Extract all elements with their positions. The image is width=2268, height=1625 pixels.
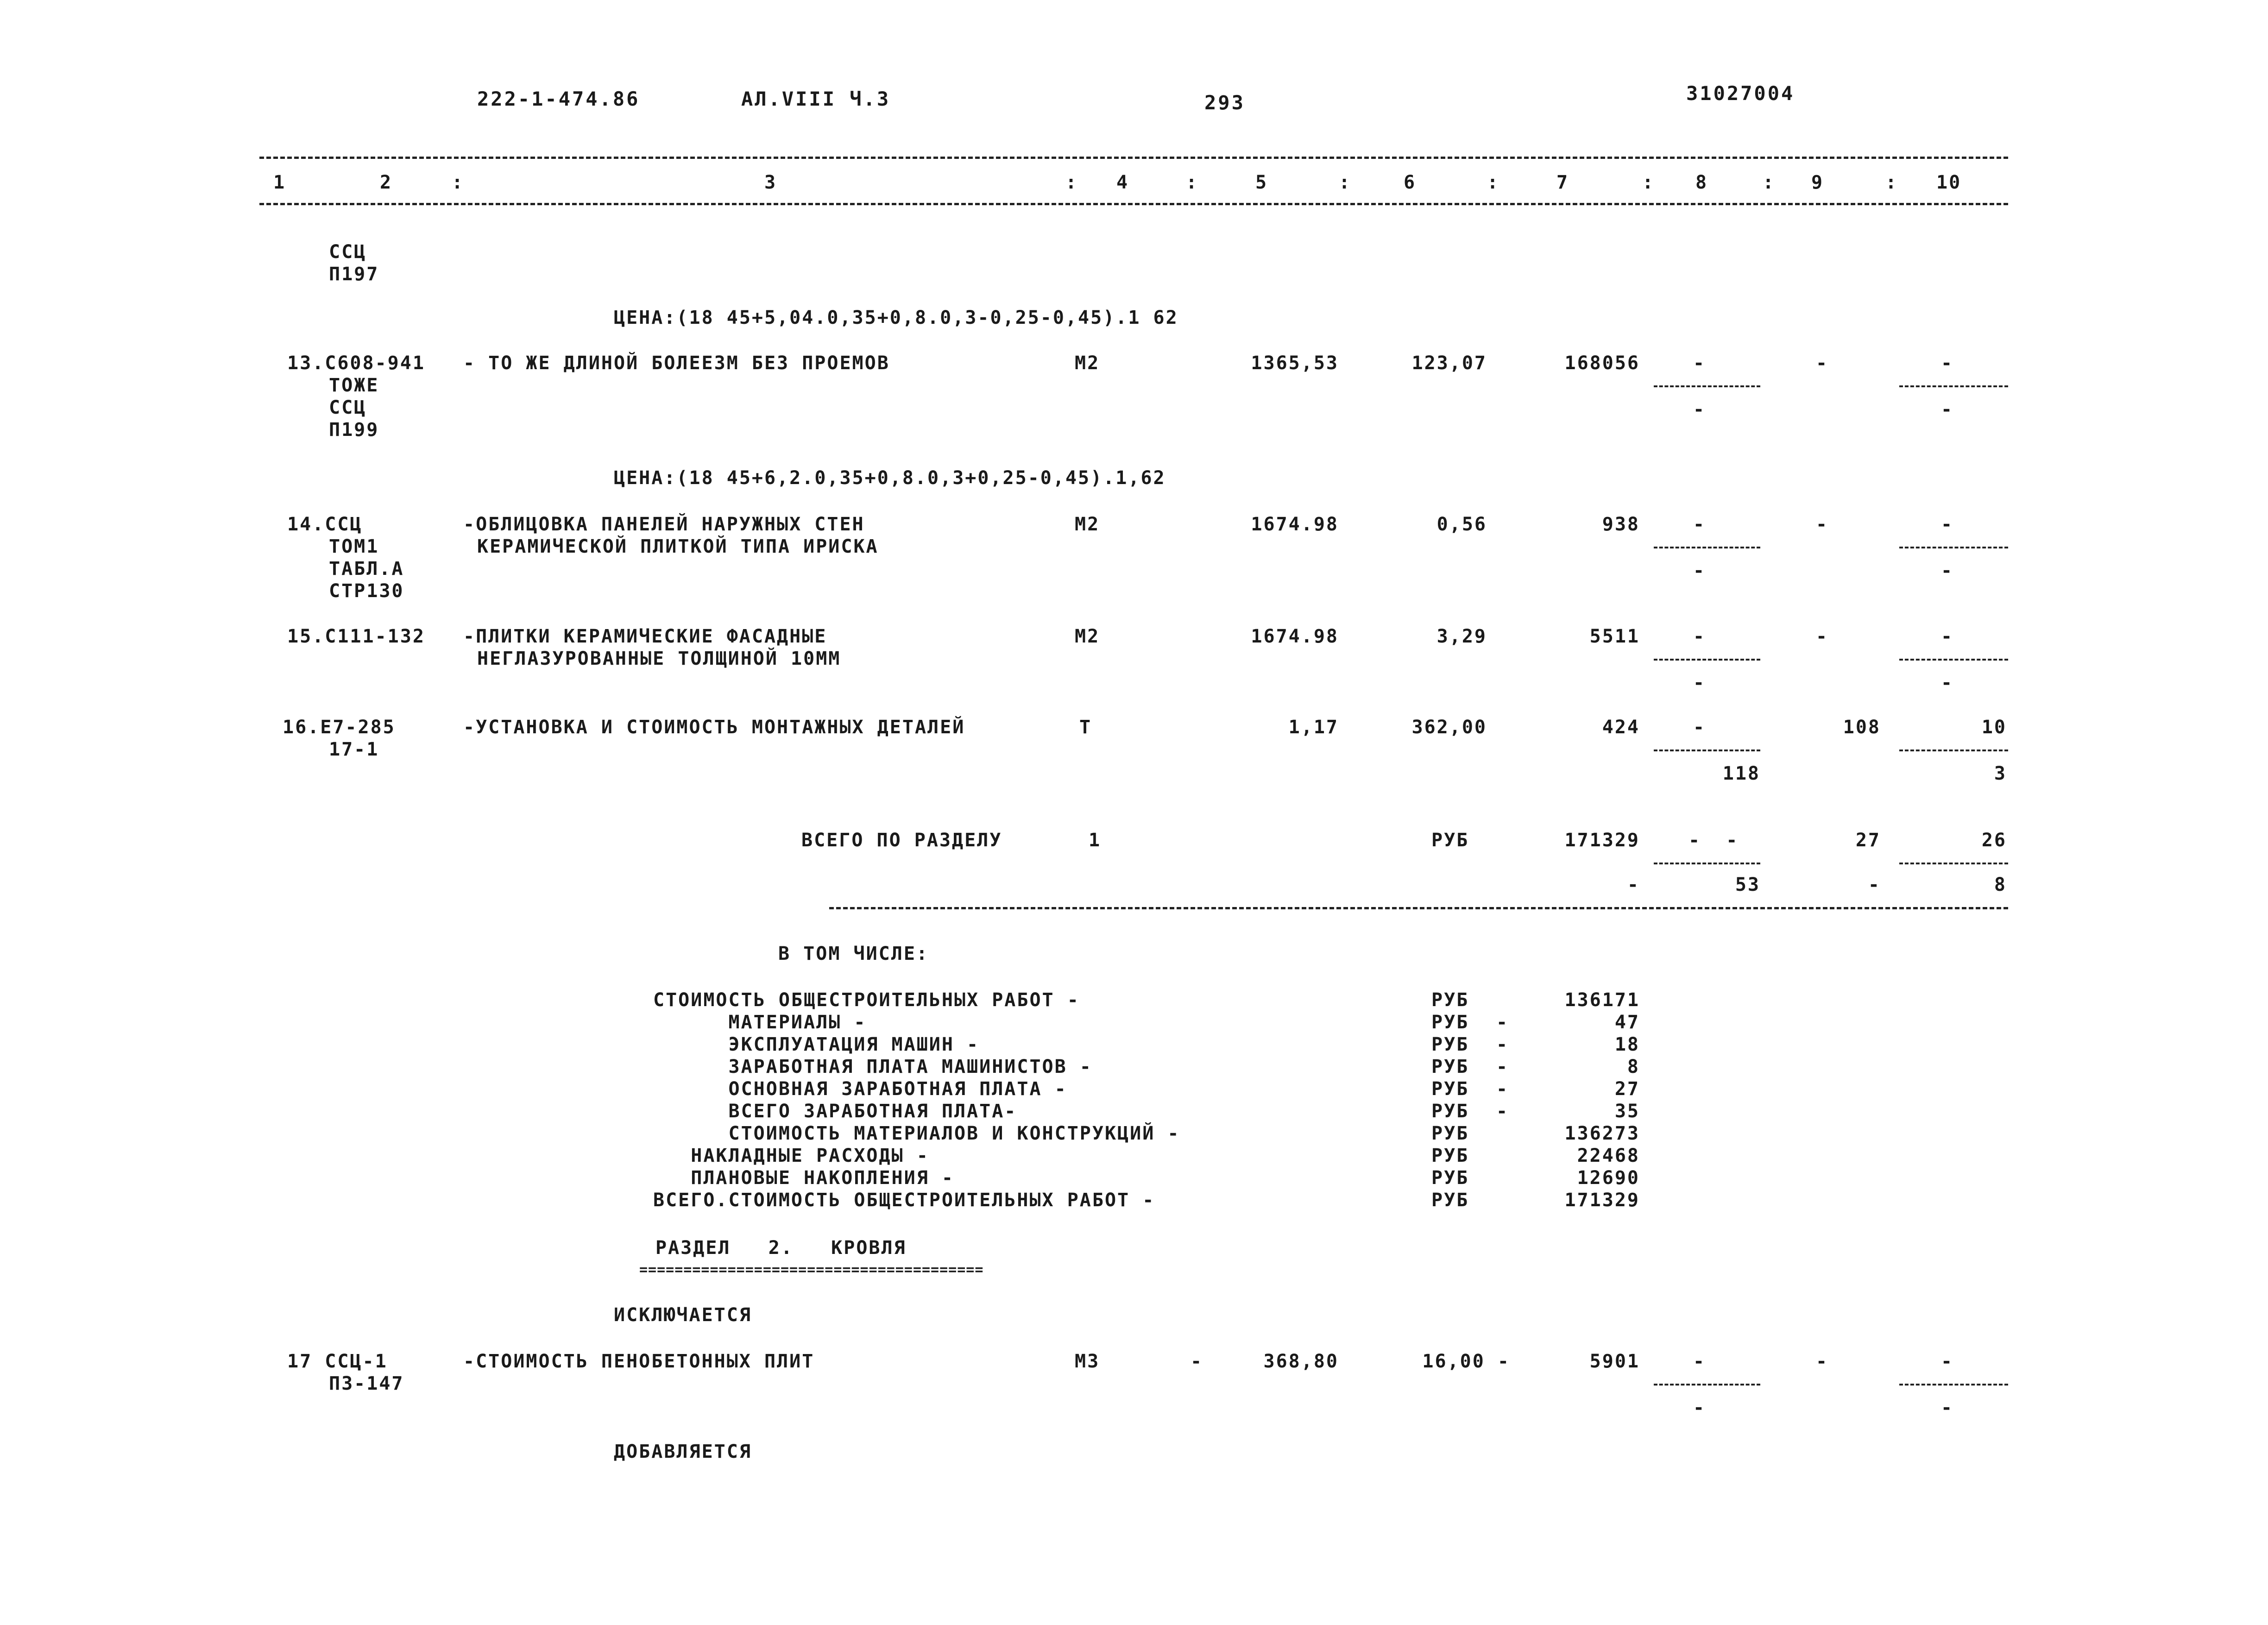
col-6: 6 (1404, 172, 1417, 193)
col-sep: : (452, 172, 465, 193)
row-description: -ПЛИТКИ КЕРАМИЧЕСКИЕ ФАСАДНЫЕ (463, 626, 827, 647)
row-c8: - (1693, 626, 1706, 647)
row-c10: - (1941, 514, 1954, 535)
cell-rule (1899, 385, 2008, 387)
breakdown-unit: РУБ (1431, 1012, 1469, 1033)
col-sep: : (1339, 172, 1352, 193)
row-c8-sub: - (1693, 672, 1706, 693)
breakdown-label: ЭКСПЛУАТАЦИЯ МАШИН - (653, 1034, 980, 1055)
row-code: 17-1 (329, 739, 379, 760)
breakdown-unit: РУБ (1431, 1078, 1469, 1100)
doc-code: 222-1-474.86 (477, 88, 640, 110)
row-c10-sub: - (1941, 672, 1954, 693)
row-code: ТОМ1 (329, 536, 379, 557)
breakdown-label: ВСЕГО ЗАРАБОТНАЯ ПЛАТА- (653, 1101, 1017, 1122)
row-quantity: 1674.98 (1251, 514, 1339, 535)
row-price: 0,56 (1436, 514, 1487, 535)
cell-rule (1654, 547, 1760, 548)
row-c8-sub: - (1693, 1397, 1706, 1418)
sheet-code: 31027004 (1686, 82, 1795, 105)
row-c9: - (1816, 514, 1829, 535)
row-c10-sub: - (1941, 1397, 1954, 1418)
breakdown-value: 22468 (1577, 1145, 1640, 1166)
cell-rule (1654, 863, 1760, 864)
section-total-c9: 27 (1855, 830, 1881, 851)
row-unit: Т (1079, 717, 1092, 738)
row-description: -ОБЛИЦОВКА ПАНЕЛЕЙ НАРУЖНЫХ СТЕН (463, 514, 865, 535)
breakdown-dash: - (1496, 1101, 1509, 1122)
price-formula: ЦЕНА:(18 45+6,2.0,35+0,8.0,3+0,25-0,45).1,62 (614, 467, 1166, 489)
added-label: ДОБАВЛЯЕТСЯ (614, 1441, 752, 1462)
breakdown-label: ЗАРАБОТНАЯ ПЛАТА МАШИНИСТОВ - (653, 1056, 1092, 1077)
cell-rule (1654, 750, 1760, 751)
breakdown-label: СТОИМОСТЬ ОБЩЕСТРОИТЕЛЬНЫХ РАБОТ - (653, 989, 1080, 1011)
excluded-label: ИСКЛЮЧАЕТСЯ (614, 1304, 752, 1326)
cell-rule (1899, 659, 2008, 661)
breakdown-value: 8 (1627, 1056, 1640, 1077)
row-code: 16.Е7-285 (283, 717, 396, 738)
section-total-c10: 26 (1981, 830, 2007, 851)
cell-rule (1899, 547, 2008, 548)
album-ref: АЛ.VIII Ч.3 (741, 88, 891, 110)
breakdown-label: СТОИМОСТЬ МАТЕРИАЛОВ И КОНСТРУКЦИЙ - (653, 1123, 1180, 1144)
breakdown-value: 47 (1614, 1012, 1640, 1033)
breakdown-unit: РУБ (1431, 1190, 1469, 1211)
row-total: 5901 (1589, 1351, 1640, 1372)
breakdown-label: ПЛАНОВЫЕ НАКОПЛЕНИЯ - (653, 1167, 954, 1189)
breakdown-dash: - (1496, 1034, 1509, 1055)
col-5: 5 (1255, 172, 1268, 193)
cell-rule (1654, 1384, 1760, 1386)
section-total-r2-c9: - (1868, 874, 1881, 895)
cell-rule (1899, 1384, 2008, 1386)
row-total: 938 (1602, 514, 1640, 535)
breakdown-unit: РУБ (1431, 1056, 1469, 1077)
row-code: ТАБЛ.А (329, 558, 404, 579)
breakdown-unit: РУБ (1431, 1167, 1469, 1189)
row-dash: - (1191, 1351, 1203, 1372)
row-code: 14.ССЦ (287, 514, 363, 535)
col-sep: : (1642, 172, 1655, 193)
row-code: ССЦ (329, 397, 367, 418)
row-c9: 108 (1843, 717, 1881, 738)
row-unit: М2 (1075, 514, 1100, 535)
row-code: 17 ССЦ-1 (287, 1351, 388, 1372)
breakdown-unit: РУБ (1431, 989, 1469, 1011)
row-total: 5511 (1589, 626, 1640, 647)
row-c8: - (1693, 353, 1706, 374)
row-price: 3,29 (1436, 626, 1487, 647)
breakdown-value: 12690 (1577, 1167, 1640, 1189)
breakdown-unit: РУБ (1431, 1101, 1469, 1122)
breakdown-value: 136273 (1564, 1123, 1640, 1144)
col-sep: : (1487, 172, 1500, 193)
row-code: ТОЖЕ (329, 375, 379, 396)
row-code: 15.С111-132 (287, 626, 425, 647)
col-8: 8 (1695, 172, 1708, 193)
row-c8: - (1693, 1351, 1706, 1372)
breakdown-value: 171329 (1564, 1190, 1640, 1211)
col-3: 3 (764, 172, 777, 193)
cell-rule (1899, 750, 2008, 751)
section-total-value: 171329 (1564, 830, 1640, 851)
row-unit: М2 (1075, 353, 1100, 374)
row-unit: М2 (1075, 626, 1100, 647)
row-quantity: 1674.98 (1251, 626, 1339, 647)
col-4: 4 (1116, 172, 1129, 193)
breakdown-unit: РУБ (1431, 1145, 1469, 1166)
col-10: 10 (1936, 172, 1962, 193)
col-sep: : (1186, 172, 1199, 193)
col-7: 7 (1556, 172, 1569, 193)
row-c10: - (1941, 1351, 1954, 1372)
row-code: СТР130 (329, 580, 404, 602)
row-description: -СТОИМОСТЬ ПЕНОБЕТОННЫХ ПЛИТ (463, 1351, 815, 1372)
breakdown-dash: - (1496, 1078, 1509, 1100)
row-price: 123,07 (1411, 353, 1487, 374)
breakdown-value: 18 (1614, 1034, 1640, 1055)
breakdown-label: ВСЕГО.СТОИМОСТЬ ОБЩЕСТРОИТЕЛЬНЫХ РАБОТ - (653, 1190, 1155, 1211)
row-quantity: 1365,53 (1251, 353, 1339, 374)
row-c10-sub: - (1941, 399, 1954, 420)
row-unit: М3 (1075, 1351, 1100, 1372)
col-1: 1 (273, 172, 286, 193)
ref-code-line: П197 (329, 264, 379, 285)
breakdown-label: НАКЛАДНЫЕ РАСХОДЫ - (653, 1145, 929, 1166)
row-description: НЕГЛАЗУРОВАННЫЕ ТОЛЩИНОЙ 10ММ (477, 648, 841, 669)
section-total-rule (829, 907, 2008, 909)
row-c9: - (1816, 626, 1829, 647)
section-total-r2-c8: 53 (1735, 874, 1760, 895)
row-quantity: 368,80 (1263, 1351, 1339, 1372)
row-description: - ТО ЖЕ ДЛИНОЙ БОЛЕЕ3М БЕЗ ПРОЕМОВ (463, 353, 890, 374)
breakdown-title: В ТОМ ЧИСЛЕ: (778, 943, 929, 964)
section-number: 1 (1089, 830, 1102, 851)
row-price: 16,00 - (1422, 1351, 1510, 1372)
breakdown-unit: РУБ (1431, 1123, 1469, 1144)
row-code: 13.С608-941 (287, 353, 425, 374)
row-c8: - (1693, 717, 1706, 738)
col-9: 9 (1811, 172, 1824, 193)
row-c8-sub: 118 (1722, 763, 1760, 784)
row-c10-sub: - (1941, 560, 1954, 581)
cell-rule (1654, 385, 1760, 387)
section-total-r2-c10: 8 (1994, 874, 2007, 895)
row-description: -УСТАНОВКА И СТОИМОСТЬ МОНТАЖНЫХ ДЕТАЛЕЙ (463, 717, 965, 738)
header-rule-bottom (259, 203, 2008, 205)
row-c9: - (1816, 1351, 1829, 1372)
breakdown-unit: РУБ (1431, 1034, 1469, 1055)
breakdown-dash: - (1496, 1012, 1509, 1033)
row-c10: - (1941, 353, 1954, 374)
col-2: 2 (380, 172, 393, 193)
row-description: КЕРАМИЧЕСКОЙ ПЛИТКОЙ ТИПА ИРИСКА (477, 536, 879, 557)
price-formula: ЦЕНА:(18 45+5,04.0,35+0,8.0,3-0,25-0,45).1 62 (614, 307, 1178, 328)
row-total: 424 (1602, 717, 1640, 738)
row-c8-sub: - (1693, 399, 1706, 420)
section-total-r2-c7: - (1627, 874, 1640, 895)
section-total-label: ВСЕГО ПО РАЗДЕЛУ (801, 830, 1002, 851)
col-sep: : (1763, 172, 1776, 193)
breakdown-value: 136171 (1564, 989, 1640, 1011)
cell-rule (1899, 863, 2008, 864)
row-price: 362,00 (1411, 717, 1487, 738)
col-sep: : (1065, 172, 1078, 193)
page-number: 293 (1204, 91, 1245, 114)
row-quantity: 1,17 (1288, 717, 1339, 738)
breakdown-dash: - (1496, 1056, 1509, 1077)
section-title-underline: ======================================= (639, 1262, 984, 1278)
breakdown-value: 27 (1614, 1078, 1640, 1100)
row-c10: - (1941, 626, 1954, 647)
row-code: П199 (329, 419, 379, 441)
ref-code-line: ССЦ (329, 241, 367, 263)
header-rule-top (259, 157, 2008, 159)
section-total-unit: РУБ (1431, 830, 1469, 851)
row-c10: 10 (1981, 717, 2007, 738)
row-c10-sub: 3 (1994, 763, 2007, 784)
row-c8: - (1693, 514, 1706, 535)
section-title: РАЗДЕЛ 2. КРОВЛЯ (655, 1237, 907, 1259)
row-code: П3-147 (329, 1373, 404, 1394)
row-total: 168056 (1564, 353, 1640, 374)
row-c9: - (1816, 353, 1829, 374)
cell-rule (1654, 659, 1760, 661)
breakdown-value: 35 (1614, 1101, 1640, 1122)
breakdown-label: ОСНОВНАЯ ЗАРАБОТНАЯ ПЛАТА - (653, 1078, 1067, 1100)
col-sep: : (1885, 172, 1898, 193)
breakdown-label: МАТЕРИАЛЫ - (653, 1012, 867, 1033)
row-c8-sub: - (1693, 560, 1706, 581)
section-total-c8: - - (1688, 830, 1739, 851)
